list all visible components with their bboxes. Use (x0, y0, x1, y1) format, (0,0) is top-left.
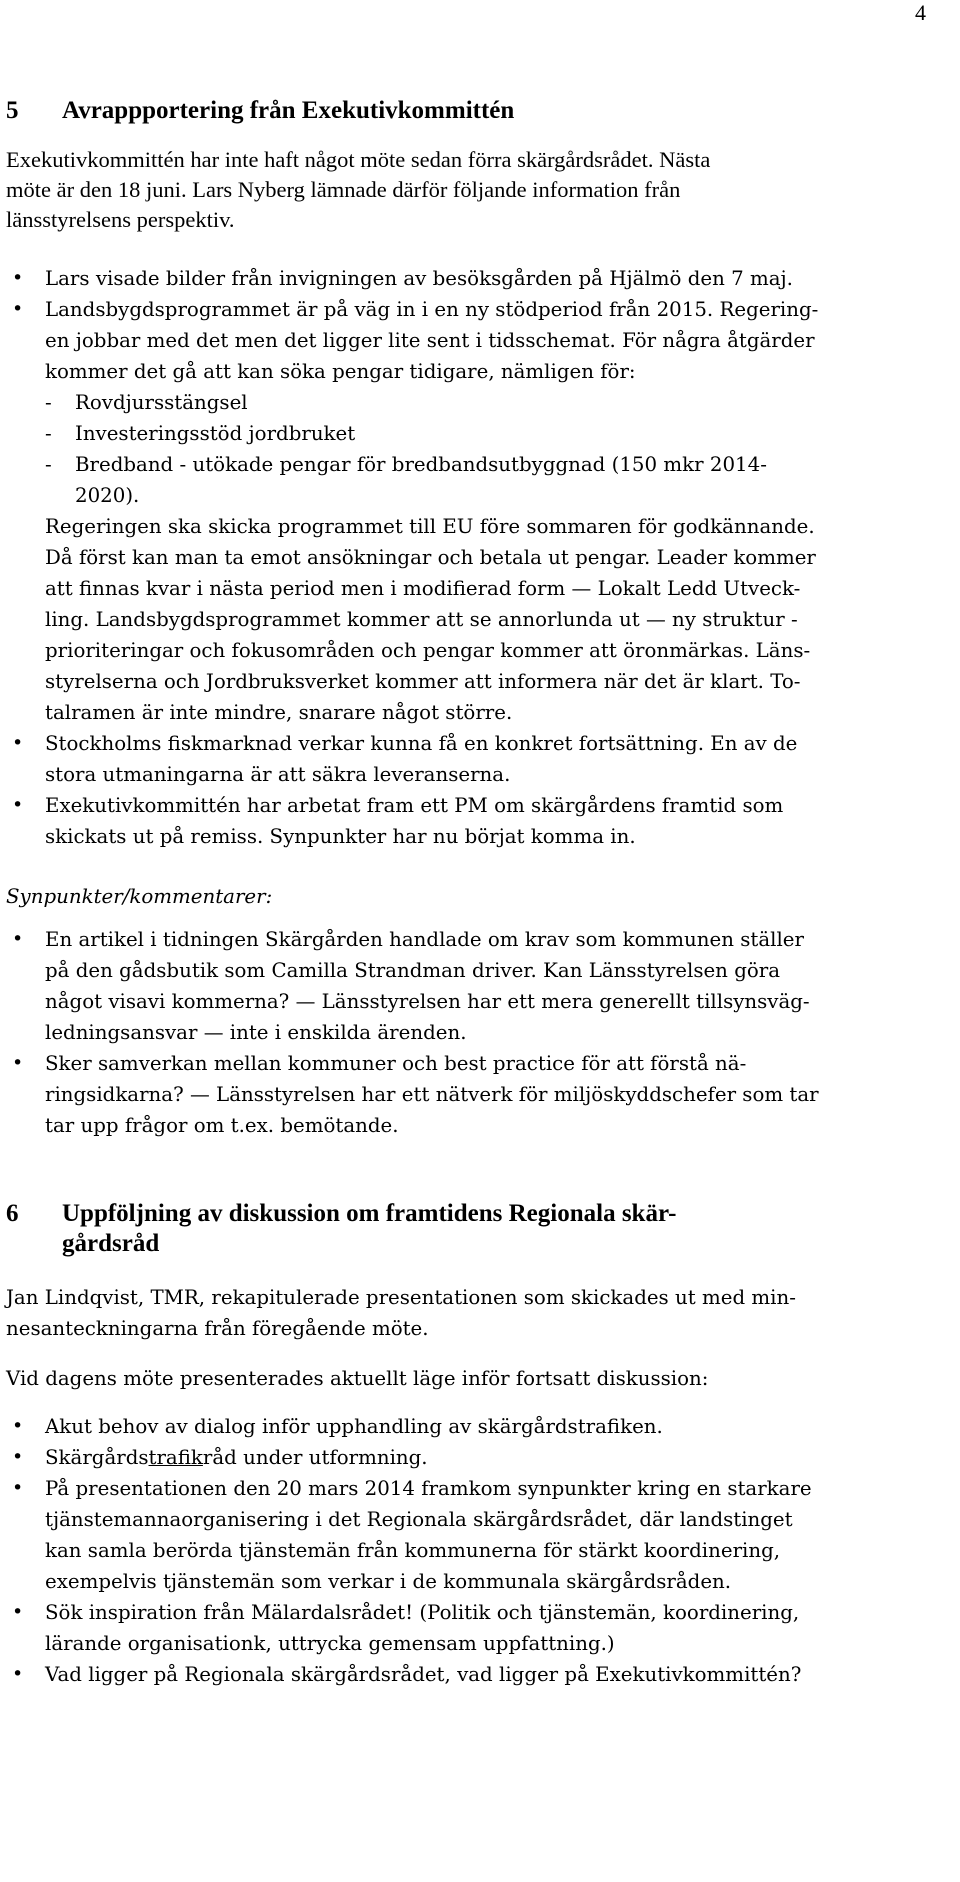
text-line: • En artikel i tidningen Skärgården handlade om krav som kommunen ställer (45, 928, 804, 951)
text-line: en jobbar med det men det ligger lite sent i tidsschemat. För några åtgärder (45, 329, 815, 352)
text-line: kan samla berörda tjänstemän från kommunerna för stärkt koordinering, (45, 1539, 781, 1562)
dash-item (45, 418, 946, 449)
section-6-number: 6 (6, 1200, 19, 1227)
text-span: Skärgårds (45, 1446, 149, 1469)
list-item (6, 294, 946, 728)
list-item (6, 1597, 946, 1659)
text-line: något visavi kommerna? — Länsstyrelsen har ett mera generellt tillsynsväg- (45, 990, 810, 1013)
dash-marker: - (45, 422, 52, 445)
text-line: länsstyrelsens perspektiv. (6, 207, 235, 232)
text-line: • Stockholms fiskmarknad verkar kunna få en konkret fortsättning. En av de (45, 732, 798, 755)
list-item (6, 263, 946, 294)
text-line: • Landsbygdsprogrammet är på väg in i en ny stödperiod från 2015. Regering- (45, 298, 819, 321)
text-line: styrelserna och Jordbruksverket kommer att informera när det är klart. To- (45, 670, 801, 693)
text-line: Investeringsstöd jordbruket (75, 422, 356, 445)
list-item (6, 1442, 946, 1473)
list-item (6, 924, 946, 1048)
text-line (45, 1442, 946, 1473)
comments-heading: Synpunkter/kommentarer: (6, 885, 273, 908)
section-6-title (62, 1199, 676, 1259)
text-line: talramen är inte mindre, snarare något större. (45, 701, 513, 724)
section-6-bullet-list (6, 1411, 946, 1690)
text-line: kommer det gå att kan söka pengar tidigare, nämligen för: (45, 360, 636, 383)
text-line: ringsidkarna? — Länsstyrelsen har ett nätverk för miljöskyddschefer som tar (45, 1083, 819, 1106)
list-item (6, 1411, 946, 1442)
list-item (6, 1659, 946, 1690)
text-line: att finnas kvar i nästa period men i modifierad form — Lokalt Ledd Utveck- (45, 577, 801, 600)
text-line: • Sker samverkan mellan kommuner och best practice för att förstå nä- (45, 1052, 747, 1075)
section-6-lead: Vid dagens möte presenterades aktuellt läge inför fortsatt diskussion: (6, 1367, 709, 1390)
text-line: nesanteckningarna från föregående möte. (6, 1317, 429, 1340)
text-line: • Vad ligger på Regionala skärgårdsrådet, vad ligger på Exekutivkommittén? (45, 1663, 802, 1686)
section-5-bullet-list (6, 263, 946, 852)
text-line: möte är den 18 juni. Lars Nyberg lämnade därför följande information från (6, 177, 681, 202)
text-line: skickats ut på remiss. Synpunkter har nu börjat komma in. (45, 825, 636, 848)
list-item (6, 790, 946, 852)
dash-item (45, 387, 946, 418)
section-6-intro (6, 1282, 946, 1344)
text-line: • Sök inspiration från Mälardalsrådet! (Politik och tjänstemän, koordinering, (45, 1601, 800, 1624)
section-5-heading (6, 96, 946, 126)
text-line: • På presentationen den 20 mars 2014 framkom synpunkter kring en starkare (45, 1477, 812, 1500)
underlined-word: trafik (148, 1446, 203, 1469)
dash-marker: - (45, 391, 52, 414)
section-5-title: Avrappportering från Exekutivkommittén (62, 97, 515, 124)
text-line: prioriteringar och fokusområden och pengar kommer att öronmärkas. Läns- (45, 639, 811, 662)
text-line: Då först kan man ta emot ansökningar och betala ut pengar. Leader kommer (45, 546, 816, 569)
page-number: 4 (915, 0, 926, 25)
dash-marker: - (45, 453, 52, 476)
text-line: tar upp frågor om t.ex. bemötande. (45, 1114, 399, 1137)
comments-list (6, 924, 946, 1141)
text-line: ledningsansvar — inte i enskilda ärenden. (45, 1021, 467, 1044)
text-line: Exekutivkommittén har inte haft något möte sedan förra skärgårdsrådet. Nästa (6, 147, 711, 172)
section-6-heading (6, 1199, 946, 1259)
dash-item (45, 449, 946, 480)
text-line: ling. Landsbygdsprogrammet kommer att se annorlunda ut — ny struktur - (45, 608, 798, 631)
text-line: Regeringen ska skicka programmet till EU före sommaren för godkännande. (45, 515, 815, 538)
text-line: på den gådsbutik som Camilla Strandman driver. Kan Länsstyrelsen göra (45, 959, 781, 982)
text-line: 2020). (75, 484, 140, 507)
text-span: råd under utformning. (202, 1446, 428, 1469)
text-line: tjänstemannaorganisering i det Regionala skärgårdsrådet, där landstinget (45, 1508, 793, 1531)
text-line: lärande organisationk, uttrycka gemensam uppfattning.) (45, 1632, 615, 1655)
list-item (6, 1048, 946, 1141)
text-line: stora utmaningarna är att säkra leveranserna. (45, 763, 511, 786)
list-item (6, 1473, 946, 1597)
text-line: Rovdjursstängsel (75, 391, 248, 414)
title-line: Uppföljning av diskussion om framtidens Regionala skär- (62, 1200, 677, 1227)
text-line: exempelvis tjänstemän som verkar i de kommunala skärgårdsråden. (45, 1570, 732, 1593)
document-body (6, 96, 946, 1690)
text-line: • Lars visade bilder från invigningen av besöksgården på Hjälmö den 7 maj. (45, 267, 793, 290)
section-5-intro (6, 145, 946, 235)
list-item (6, 728, 946, 790)
section-5-number: 5 (6, 97, 19, 124)
text-line: • Exekutivkommittén har arbetat fram ett PM om skärgårdens framtid som (45, 794, 784, 817)
text-line: • Akut behov av dialog inför upphandling av skärgårdstrafiken. (45, 1415, 663, 1438)
text-line: Bredband - utökade pengar för bredbandsutbyggnad (150 mkr 2014- (75, 453, 767, 476)
title-line: gårdsråd (62, 1230, 160, 1257)
text-line: Jan Lindqvist, TMR, rekapitulerade presentationen som skickades ut med min- (6, 1286, 796, 1309)
